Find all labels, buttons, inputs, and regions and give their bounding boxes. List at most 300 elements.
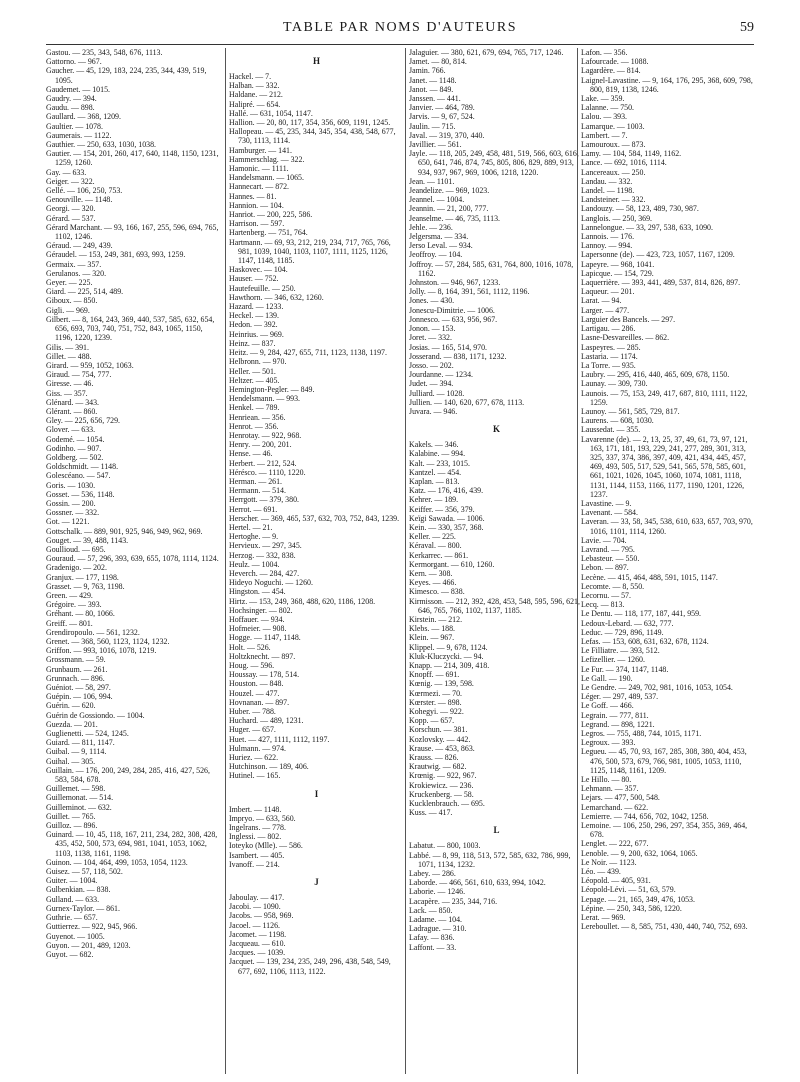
index-entry: Knapp. — 214, 309, 418. [409,661,490,670]
index-entry: Le Dentu. — 118, 177, 187, 441, 959. [581,609,702,619]
index-entry: Lépine. — 250, 343, 586, 1220. [581,903,682,913]
index-entry: Keïgi Sawada. — 1006. [409,513,485,523]
index-entry: Lavie. — 704. [581,535,627,545]
index-entry: Kohegyi. — 922. [409,707,464,717]
index-entry: Le Gendre. — 249, 702, 981, 1016, 1053, 1054. [581,683,733,693]
index-entry: Lapicque. — 154, 729. [581,268,654,278]
index-entry: Germaix. — 357. [46,259,102,269]
index-entry: Lalanne. — 750. [581,103,635,113]
index-entry: Laborde. — 466, 561, 610, 633, 994, 1042. [409,878,546,888]
index-entry: Kantzel. — 454. [409,467,462,477]
index-entry: Jerso Leval. — 934. [409,241,473,251]
index-entry: Hannion. — 104. [229,200,284,210]
index-entry: Heller. — 501. [229,366,276,376]
index-column-1 [46,48,221,1074]
index-entry: Lake. — 359. [581,94,625,104]
index-entry: Kalabine. — 994. [409,449,466,459]
index-entry: Lafay. — 836. [409,933,455,943]
index-entry: Lejars. — 477, 500, 548. [581,793,660,803]
index-entry: Gaumerais. — 1122. [46,130,112,140]
index-entry: Keyes. — 466. [409,578,457,588]
index-entry: Lalou. — 393. [581,112,628,122]
index-entry: Herscher. — 369, 465, 537, 632, 703, 752, 843, 1239. [229,513,400,523]
index-entry: Lemierre. — 744, 656, 702, 1042, 1258. [581,811,709,821]
index-entry: Jacquet. — 139, 234, 235, 249, 296, 438, 548, 549, 677, 692, 1106, 1113, 1122. [229,957,391,976]
index-entry: Kirmisson. — 212, 392, 428, 453, 548, 595, 596, 621, 646, 765, 766, 1102, 1137, 1185. [409,596,580,615]
index-entry: Henrot. — 356. [229,421,279,431]
index-entry: Giresse. — 46. [46,379,94,389]
index-entry: Ladame. — 104. [409,915,463,925]
index-entry: Kern. — 308. [409,568,453,578]
index-entry: Huber. — 788. [229,707,276,717]
index-entry: Gaullard. — 368, 1209. [46,112,121,122]
index-entry: Kœrmezi. — 70. [409,688,463,698]
index-entry: Larger. — 477. [581,305,630,315]
index-entry: Gley. — 225, 656, 729. [46,416,121,426]
index-entry: Heitz. — 9, 284, 427, 655, 711, 1123, 1138, 1197. [229,348,387,358]
index-entry: Geiger. — 322. [46,176,95,186]
index-entry: Jeandelize. — 969, 1023. [409,186,490,196]
index-entry: Imbert. — 1148. [229,804,282,814]
index-entry: Harrison. — 597. [229,219,285,229]
index-entry: Jaulin. — 715. [409,121,456,131]
index-entry: Gaudemet. — 1015. [46,84,110,94]
index-entry: Guezda. — 201. [46,719,98,729]
index-entry: Lack. — 850. [409,905,453,915]
index-entry: Legueu. — 45, 70, 93, 167, 285, 308, 380, 404, 453, 476, 500, 573, 679, 766, 981, 1005, 1053, 1110, 1125, 1148, 1161, 1209. [581,747,747,775]
index-entry: Hauser. — 752. [229,274,279,284]
index-entry: Guillain. — 176, 200, 249, 284, 285, 416, 427, 526, 583, 584, 678. [46,765,210,785]
index-entry: Impryo. — 633, 560. [229,813,296,823]
index-entry: Hérésco. — 1110, 1220. [229,467,306,477]
index-entry: Krauss. — 826. [409,753,459,763]
index-entry: Hochsinger. — 802. [229,605,293,615]
index-entry: Janssen. — 441. [409,94,461,104]
index-entry: Launay. — 309, 730. [581,379,648,389]
index-entry: Grunbaum. — 261. [46,664,108,674]
index-entry: Lecène. — 415, 464, 488, 591, 1015, 1147. [581,572,718,582]
index-entry: Golescéano. — 547. [46,471,111,481]
index-entry: Géraud. — 249, 439. [46,241,113,251]
section-letter: J [314,877,319,888]
index-entry: Lavastine. — 9. [581,498,632,508]
index-entry: Kozlovsky. — 442. [409,734,471,744]
index-entry: Jeannin. — 21, 200, 777. [409,204,489,214]
index-entry: Jullien. — 140, 620, 677, 678, 1113. [409,397,525,407]
index-entry: Gosset. — 536, 1148. [46,489,115,499]
index-entry: Godinho. — 907. [46,443,102,453]
section-letter: I [314,788,319,799]
section-letter: H [312,56,320,66]
index-entry: Handelsmann. — 1065. [229,173,304,183]
index-entry: Jaboulay. — 417. [229,893,285,903]
index-entry: Kaplan. — 813. [409,476,460,486]
index-entry: Julliard. — 1028. [409,388,465,398]
index-entry: Gottschalk. — 889, 901, 925, 946, 949, 962, 969. [46,526,203,536]
index-entry: Guilloz. — 896. [46,821,98,831]
index-entry: Klein. — 967. [409,633,455,643]
index-entry: Hedon. — 392. [229,320,278,330]
index-entry: Glénard. — 343. [46,397,100,407]
index-entry: Jayle. — 118, 205, 249, 458, 481, 519, 566, 603, 616, 650, 641, 746, 874, 745, 805, 806, 829, 889, 913, 934, 937, 967, 969, 1006, 1218, 1220. [409,149,579,177]
index-entry: Heinz. — 837. [229,338,276,348]
index-entry: Legrain. — 777, 811. [581,710,649,720]
index-entry: Lamy. — 104, 584, 1149, 1162. [581,149,682,159]
index-column-2 [229,48,404,1074]
index-entry: Janot. — 849. [409,84,454,94]
index-entry: Goldberg. — 502. [46,452,104,462]
index-entry: Gilis. — 391. [46,342,89,352]
index-entry: Henry. — 200, 201. [229,440,292,450]
index-entry: Huger. — 657. [229,725,276,735]
index-entry: Haskovec. — 104. [229,265,288,275]
index-entry: Ingelrans. — 778. [229,823,286,833]
index-entry: Krause. — 453, 863. [409,743,475,753]
index-entry: Gellé. — 106, 250, 753. [46,186,123,196]
index-entry: Inglessi. — 802. [229,832,282,842]
index-entry: Jacoel. — 1126. [229,920,280,930]
column-divider [225,48,226,1074]
index-entry: Gulbenkian. — 838. [46,885,111,895]
index-entry: Hendelsmann. — 993. [229,394,301,404]
index-entry: Goullioud. — 695. [46,544,106,554]
index-entry: Léopold-Lévi. — 51, 63, 579. [581,885,676,895]
index-entry: Hallion. — 20, 80, 117, 354, 356, 609, 1191, 1245. [229,118,391,128]
index-entry: Lereboullet. — 8, 585, 751, 430, 440, 740, 752, 693. [581,922,748,932]
index-entry: Herrgott. — 379, 380. [229,495,299,505]
index-entry: Guéniot. — 58, 297. [46,683,111,693]
index-entry: Le Goff. — 466. [581,701,634,711]
page-number: 59 [740,20,754,35]
index-entry: Kerkarrec. — 861. [409,550,469,560]
index-entry: Lamarque. — 1003. [581,121,645,131]
index-entry: Glérant. — 860. [46,406,98,416]
index-entry: Lemoine. — 106, 250, 296, 297, 354, 355, 369, 464, 678. [581,821,748,840]
index-entry: Lecornu. — 57. [581,590,631,600]
index-entry: Heckel. — 139. [229,311,279,321]
index-entry: Kruckenberg. — 58. [409,789,474,799]
index-entry: Grasset. — 9, 763, 1198. [46,581,125,591]
index-entry: Hautefeuille. — 250. [229,283,296,293]
index-entry: Heinrius. — 969. [229,329,284,339]
index-entry: Jarvis. — 9, 67, 524. [409,112,475,122]
index-entry: Lecq. — 813. [581,600,625,610]
index-entry: Gréhant. — 80, 1066. [46,609,115,619]
index-entry: Henkel. — 789. [229,403,280,413]
index-entry: Gastou. — 235, 343, 548, 676, 1113. [46,48,163,57]
index-entry: Kein. — 330, 357, 368. [409,522,484,532]
index-entry: Laqueur. — 201. [581,287,635,297]
index-entry: Georgi. — 320. [46,204,96,214]
page-title: TABLE PAR NOMS D'AUTEURS [282,20,518,35]
index-entry: Laussedat. — 355. [581,425,641,435]
index-entry: Houg. — 596. [229,661,275,670]
index-entry: Launois. — 75, 153, 249, 417, 687, 810, 1111, 1122, 1259. [581,388,748,407]
index-entry: Guinon. — 104, 464, 499, 1053, 1054, 1123. [46,857,188,867]
index-entry: Laveran. — 33, 58, 345, 538, 610, 633, 657, 703, 970, 1016, 1101, 1114, 1260. [581,517,753,536]
index-entry: Kluk-Kluczycki. — 94. [409,651,484,661]
index-entry: Le Filliatre. — 393, 512. [581,646,660,656]
index-entry: Hertel. — 21. [229,522,273,532]
index-entry: Gossin. — 200. [46,498,96,508]
index-entry: Giss. — 357. [46,388,88,398]
index-entry: Jelgersma. — 334. [409,232,469,242]
index-entry: Griffon. — 993, 1016, 1078, 1219. [46,646,157,656]
index-entry: Jonescu-Dimitrie. — 1006. [409,305,495,315]
index-entry: Jamin. 766. [409,66,446,76]
index-entry: Janvier. — 464, 789. [409,103,475,113]
index-entry: Josserand. — 838, 1171, 1232. [409,351,507,361]
index-entry: Gaudry. — 394. [46,94,97,104]
column-divider [577,48,578,1074]
index-entry: Keller. — 225. [409,532,456,542]
index-entry: Gulland. — 633. [46,894,100,904]
index-entry: Lavarenne (de). — 2, 13, 25, 37, 49, 61, 73, 97, 121, 163, 171, 181, 193, 229, 241, 277, 289, 301, 313, 325, 337, 374, 386, 397, 409, 421, 434, 445, 457, 469, 493, 505, 517, 529, 541, 565, 578, 585, 601, 661, 1021, 1026, 1045, 1060, 1074, 1081, 1118, 1131, 1144, 1153, 1166, 1177, 1190, 1201, 1226, 1237. [581,434,748,499]
index-entry: Gerulanos. — 320. [46,268,107,278]
index-entry: Isambert. — 405. [229,850,285,860]
index-entry: Hulmann. — 974. [229,743,286,753]
index-entry: Kœnig. — 139, 598. [409,679,474,689]
index-entry: Le Fur. — 374, 1147, 1148. [581,664,669,674]
index-entry: Guyot. — 682. [46,949,94,959]
index-entry: Josso. — 202. [409,360,454,370]
index-entry: Jourdanne. — 1234. [409,370,473,380]
index-entry: Giraud. — 754, 777. [46,370,112,380]
index-entry: Léopold. — 405, 931. [581,876,651,886]
index-entry: Hartmann. — 69, 93, 212, 219, 234, 717, 765, 766, 981, 1039, 1040, 1103, 1107, 1111, 1125, 1126, 1147, 1148, 1185. [229,237,391,266]
index-entry: Kuss. — 417. [409,808,453,818]
index-entry: Jeanselme. — 46, 735, 1113. [409,213,501,223]
index-entry: Labbé. — 8, 99, 118, 513, 572, 585, 632, 786, 999, 1071, 1134, 1232. [409,850,571,869]
index-entry: Hannecart. — 872. [229,182,290,192]
index-entry: Hutchinson. — 189, 406. [229,762,309,772]
index-entry: Javillier. — 561. [409,140,462,150]
index-entry: Guiter. — 1004. [46,876,98,886]
index-entry: Gaultier. — 1078. [46,121,103,131]
index-entry: Glover. — 633. [46,425,96,435]
index-entry: Guérin. — 620. [46,701,96,711]
index-entry: Klippel. — 9, 678, 1124. [409,642,488,652]
index-entry: Hallopeau. — 45, 235, 344, 345, 354, 438, 548, 677, 730, 1113, 1114. [229,127,396,146]
index-entry: Hamonic. — 1111. [229,164,289,174]
index-entry: Huet. — 427, 1111, 1112, 1197. [229,734,330,744]
index-entry: Landsteiner. — 332. [581,195,646,205]
index-entry: Henriean. — 356. [229,412,286,422]
index-entry: Hallé. — 631, 1054, 1147. [229,108,313,118]
index-entry: Larat. — 94. [581,296,622,306]
index-entry: Kirstein. — 212. [409,614,463,624]
header-rule [46,44,754,45]
index-entry: Laquerrière. — 393, 441, 489, 537, 814, 826, 897. [581,278,741,288]
index-entry: Guépin. — 106, 994. [46,692,113,702]
index-entry: Josias. — 165, 514, 970. [409,342,488,352]
index-entry: Houssay. — 178, 514. [229,670,300,680]
index-entry: Gillet. — 488. [46,351,92,361]
index-entry: Gérard Marchant. — 93, 166, 167, 255, 596, 694, 765, 1102, 1246. [46,222,219,242]
index-entry: Landel. — 1198. [581,186,635,196]
index-entry: Le Noir. — 1123. [581,857,637,867]
index-entry: Grendiropoulo. — 561, 1232. [46,627,140,637]
index-entry: Hermann. — 514. [229,486,286,496]
index-entry: Jeannel. — 1004. [409,195,465,205]
index-entry: Hervieux. — 297, 345. [229,541,302,551]
index-entry: Guthrie. — 657. [46,913,98,923]
index-entry: Hutinel. — 165. [229,771,281,781]
index-entry: Lebon. — 897. [581,563,629,573]
index-entry: Guttierrez. — 922, 945, 966. [46,922,138,932]
index-entry: Laborie. — 1246. [409,887,466,897]
index-entry: Helbronn. — 970. [229,357,287,367]
index-entry: Hemington-Pegler. — 849. [229,384,315,394]
index-entry: Hertoghe. — 9. [229,532,279,542]
index-entry: Gaucher. — 45, 129, 183, 224, 235, 344, 439, 519, 1095. [46,66,207,85]
index-entry: Lannois. — 176. [581,232,635,242]
section-letter: K [492,424,500,435]
index-entry: Korschun. — 381. [409,725,468,735]
index-entry: Granjux. — 177, 1198. [46,572,119,582]
index-entry: Lafourcade. — 1088. [581,57,649,67]
index-entry: Gouraud. — 57, 296, 393, 639, 655, 1078, 1114, 1124. [46,554,219,564]
index-entry: Hirtz. — 153, 249, 368, 488, 620, 1186, 1208. [229,596,376,606]
index-entry: Greiff. — 801. [46,618,93,628]
index-entry: Legros. — 755, 488, 744, 1015, 1171. [581,729,702,739]
index-entry: Kopp. — 657. [409,716,455,726]
index-entry: Lastaria. — 1174. [581,351,638,361]
index-entry: Guinard. — 10, 45, 118, 167, 211, 234, 282, 308, 428, 435, 452, 500, 573, 694, 981, 1041, 1053, 1062, 1103, 1138, 1161, 1198. [46,830,218,858]
index-entry: Heltzer. — 405. [229,375,280,385]
index-column-3 [409,48,584,1074]
index-entry: Hazard. — 1233. [229,302,284,312]
index-entry: Lefas. — 153, 608, 631, 632, 678, 1124. [581,637,709,646]
index-entry: Gauthier. — 250, 633, 1030, 1038. [46,140,157,150]
index-entry: Jacobs. — 958, 969. [229,911,294,921]
index-entry: Lapeyre. — 968, 1041. [581,259,655,269]
index-entry: Girard. — 959, 1052, 1063. [46,360,134,370]
index-entry: Keiffer. — 356, 379. [409,504,475,514]
index-entry: Grossmann. — 59. [46,655,106,665]
index-entry: Géraudel. — 153, 249, 381, 693, 993, 1259. [46,250,186,260]
index-entry: Knopff. — 691. [409,670,460,680]
index-entry: Got. — 1221. [46,517,90,527]
index-entry: Lebasteur. — 550. [581,554,640,564]
index-entry: Lamouroux. — 873. [581,140,646,150]
index-entry: Jonon. — 153. [409,324,456,334]
index-entry: Lannoy. — 994. [581,241,633,251]
index-entry: Genouville. — 1148. [46,195,113,205]
index-entry: Lartigau. — 286. [581,324,636,334]
index-entry: Guibal. — 9, 1114. [46,747,107,757]
index-entry: Laspeyres. — 285. [581,342,641,352]
index-entry: Lefizellier. — 1260. [581,655,645,665]
index-entry: Kucklenbrauch. — 695. [409,799,485,809]
index-entry: Gattorno. — 967. [46,57,102,67]
index-entry: Herzog. — 332, 838. [229,550,296,560]
index-entry: Kermorgant. — 610, 1260. [409,559,495,569]
index-entry: Gossner. — 332. [46,508,100,518]
index-entry: Leduc. — 729, 896, 1149. [581,627,664,637]
index-entry: Krautwig. — 682. [409,762,467,772]
index-entry: Guillet. — 765. [46,811,96,821]
index-entry: Gérard. — 537. [46,213,96,223]
index-entry: Lemarchand. — 622. [581,802,649,812]
index-entry: Krœnig. — 922, 967. [409,771,477,781]
index-entry: Langlois. — 250, 369. [581,213,653,223]
index-entry: Jones. — 430. [409,296,455,306]
index-entry: Hovnanan. — 897. [229,697,290,707]
index-entry: Hackel. — 7. [229,72,272,81]
index-entry: Halipré. — 654. [229,99,281,109]
index-entry: Jacomet. — 1198. [229,929,287,939]
index-entry: Lafon. — 356. [581,48,628,57]
index-entry: Herman. — 261. [229,476,283,486]
index-entry: Lenglet. — 222, 677. [581,839,649,849]
index-entry: Heulz. — 1004. [229,559,280,569]
index-entry: Laffont. — 33. [409,942,457,952]
index-entry: Gay. — 633. [46,167,87,177]
index-entry: Jean. — 1101. [409,176,455,186]
index-entry: Gradenigo. — 202. [46,563,107,573]
index-entry: Houzel. — 477. [229,688,280,698]
index-entry: Heverch. — 284, 427. [229,568,300,578]
index-entry: Joret. — 332. [409,333,452,343]
index-entry: Laubry. — 295, 416, 440, 465, 609, 678, 1150. [581,370,730,380]
index-entry: Holtzknecht. — 897. [229,651,296,661]
index-entry: Guyenot. — 1005. [46,931,105,941]
index-entry: Giboux. — 850. [46,296,98,306]
index-column-4 [581,48,756,1074]
index-entry: Grenet. — 368, 560, 1123, 1124, 1232. [46,637,170,646]
index-entry: Joffroy. — 57, 284, 585, 631, 764, 800, 1016, 1078, 1162. [409,259,574,278]
index-entry: Hannes. — 81. [229,191,277,201]
index-entry: Herrot. — 691. [229,504,278,514]
index-entry: Halban. — 332. [229,81,280,91]
index-entry: Lancereaux. — 250. [581,167,646,177]
index-entry: Huchard. — 489, 1231. [229,716,304,726]
index-entry: Lepage. — 21, 165, 349, 476, 1053. [581,894,695,904]
index-entry: Lapersonne (de). — 423, 723, 1057, 1167, 1209. [581,250,735,260]
index-entry: Labatut. — 800, 1003. [409,841,481,851]
index-entry: Lehmann. — 357. [581,784,639,794]
index-entry: Johnston. — 946, 967, 1233. [409,278,501,288]
index-entry: Houston. — 848. [229,679,284,689]
column-divider [405,48,406,1074]
index-entry: Léger. — 297, 489, 537. [581,692,659,702]
index-entry: Jalaguier. — 380, 621, 679, 694, 765, 717, 1246. [409,48,564,57]
index-entry: Kalt. — 233, 1015. [409,458,470,468]
index-entry: Léo. — 439. [581,867,621,877]
index-entry: Lavrand. — 795. [581,544,635,554]
index-entry: Jeoffroy. — 104. [409,250,463,260]
index-entry: Kimesco. — 838. [409,587,465,597]
index-entry: Gurnex-Taylor. — 861. [46,903,120,913]
index-entry: Lasne-Desvareilles. — 862. [581,333,670,343]
index-entry: Lenoble. — 9, 200, 632, 1064, 1065. [581,848,698,858]
index-entry: Legroux. — 393. [581,738,636,748]
index-entry: Henrotay. — 922, 968. [229,430,302,440]
index-entry: Gaudu. — 898. [46,103,95,113]
index-entry: Godemé. — 1054. [46,434,105,444]
index-entry: Hammerschlag. — 322. [229,154,305,164]
index-entry: Le Gall. — 190. [581,673,633,683]
index-entry: Hanriot. — 200, 225, 586. [229,210,313,220]
index-entry: Kehrer. — 189. [409,495,459,505]
index-entry: Jolly. — 8, 164, 391, 561, 1112, 1196. [409,287,530,297]
index-entry: Guilleminot. — 632. [46,802,112,812]
index-entry: Laignel-Lavastine. — 9, 164, 176, 295, 368, 609, 798, 800, 819, 1138, 1246. [581,75,753,94]
section-letter: L [493,825,500,836]
index-entry: Juvara. — 946. [409,406,458,416]
index-entry: Guyon. — 201, 489, 1203. [46,940,131,950]
